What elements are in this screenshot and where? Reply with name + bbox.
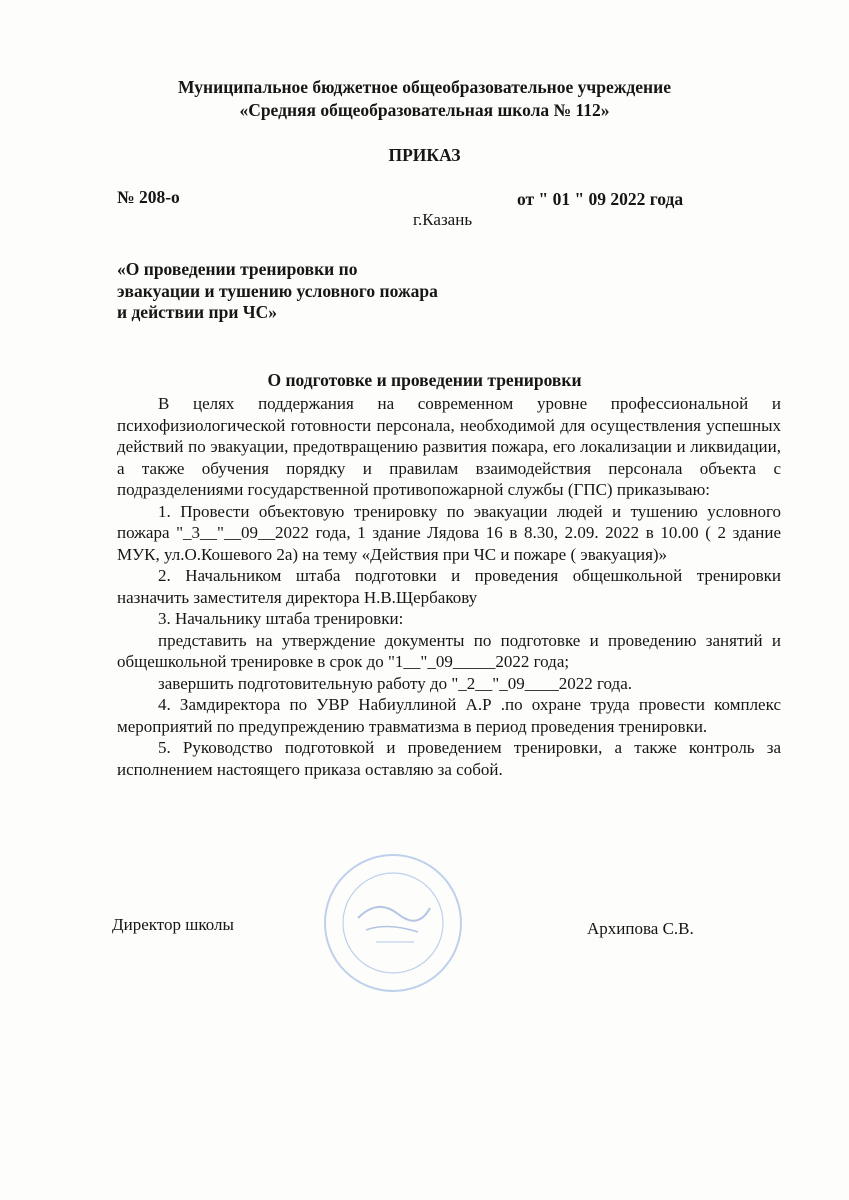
signature-title: Директор школы bbox=[112, 915, 234, 934]
subject-line: «О проведении тренировки по bbox=[117, 259, 358, 279]
order-item-1: 1. Провести объектовую тренировку по эвакуации людей и тушению условного пожара "_3__"__09__2022 года, 1 здание Лядова 16 в 8.30, 2.09. 2022 в 10.00 ( 2 здание МУК, ул.О.Кошевого 2а) на тему «Действия при ЧС и пожаре ( эвакуация)» bbox=[117, 501, 781, 564]
order-item-5: 5. Руководство подготовкой и проведением тренировки, а также контроль за исполнением настоящего приказа оставляю за собой. bbox=[117, 738, 781, 779]
order-item-2: 2. Начальником штаба подготовки и проведения общешкольной тренировки назначить заместителя директора Н.В.Щербакову bbox=[117, 566, 781, 607]
order-item-3a: представить на утверждение документы по подготовке и проведению занятий и общешкольной тренировке в срок до "1__"_09_____2022 года; bbox=[117, 630, 781, 671]
document-title: ПРИКАЗ bbox=[388, 145, 461, 165]
subject-line: и действии при ЧС» bbox=[117, 302, 278, 322]
order-date: от " 01 " 09 2022 года bbox=[517, 189, 684, 209]
order-item-3b: завершить подготовительную работу до "_2__"_09____2022 года. bbox=[158, 673, 632, 693]
signature-name: Архипова С.В. bbox=[587, 919, 694, 938]
section-heading: О подготовке и проведении тренировки bbox=[267, 370, 582, 390]
order-number: № 208-о bbox=[117, 187, 180, 207]
city: г.Казань bbox=[413, 210, 473, 229]
school-stamp bbox=[318, 848, 468, 998]
org-name-line2: «Средняя общеобразовательная школа № 112» bbox=[239, 100, 610, 120]
order-body bbox=[117, 393, 781, 780]
order-item-4: 4. Замдиректора по УВР Набиуллиной А.Р .по охране труда провести комплекс мероприятий по предупреждению травматизма в период проведения тренировки. bbox=[117, 695, 781, 736]
subject-line: эвакуации и тушению условного пожара bbox=[117, 280, 438, 301]
intro-paragraph: В целях поддержания на современном уровне профессиональной и психофизиологической готовности персонала, необходимой для осуществления успешных действий по эвакуации, предотвращению развития пожара, его локализации и ликвидации, а также обучения порядку и правилам взаимодействия персонала объекта с подразделениями государственной противопожарной службы (ГПС) приказываю: bbox=[117, 394, 781, 499]
org-name-line1: Муниципальное бюджетное общеобразовательное учреждение bbox=[178, 77, 671, 97]
order-subject bbox=[117, 259, 438, 324]
order-item-3: 3. Начальнику штаба тренировки: bbox=[158, 609, 404, 628]
